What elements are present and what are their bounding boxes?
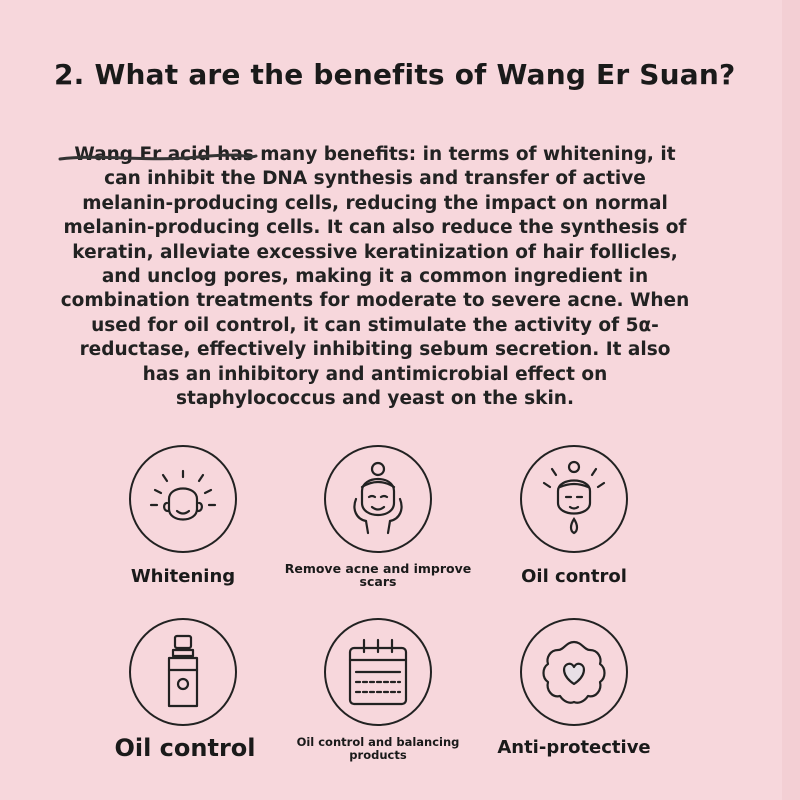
bottle-icon-circle <box>129 618 237 726</box>
benefit-label-oil-control: Oil control <box>521 566 627 587</box>
heart-flower-icon-circle <box>520 618 628 726</box>
whitening-icon-circle <box>129 445 237 553</box>
oil-control-icon-circle <box>520 445 628 553</box>
calendar-icon-circle <box>324 618 432 726</box>
benefit-label-balancing: Oil control and balancing products <box>296 735 460 762</box>
benefit-label-acne: Remove acne and improve scars <box>284 561 472 589</box>
benefit-label-anti-protective: Anti-protective <box>497 737 651 758</box>
bottle-icon <box>131 620 235 724</box>
calendar-icon <box>326 620 430 724</box>
acne-icon-circle <box>324 445 432 553</box>
heart-flower-icon <box>522 620 626 724</box>
page-title: 2. What are the benefits of Wang Er Suan? <box>54 58 736 91</box>
face-with-drop-icon <box>522 447 626 551</box>
benefit-label-whitening: Whitening <box>130 566 236 587</box>
right-edge-strip <box>782 0 800 800</box>
benefit-label-oil-control-large: Oil control <box>114 734 256 762</box>
woman-face-hands-icon <box>326 447 430 551</box>
benefits-description: Wang Er acid has many benefits: in terms of whitening, it can inhibit the DNA synthesis and transfer of active melanin-producing cells, reducing the impact on normal melanin-producing cells. It can also reduce the synthesis of keratin, alleviate excessive keratinization of hair follicles, and unclog pores, making it a common ingredient in combination treatments for moderate to severe acne. When used for oil control, it can stimulate the activity of 5α-reductase, effectively inhibiting sebum secretion. It also has an inhibitory and antimicrobial effect on staphylococcus and yeast on the skin. <box>60 144 690 410</box>
glowing-face-icon <box>131 447 235 551</box>
